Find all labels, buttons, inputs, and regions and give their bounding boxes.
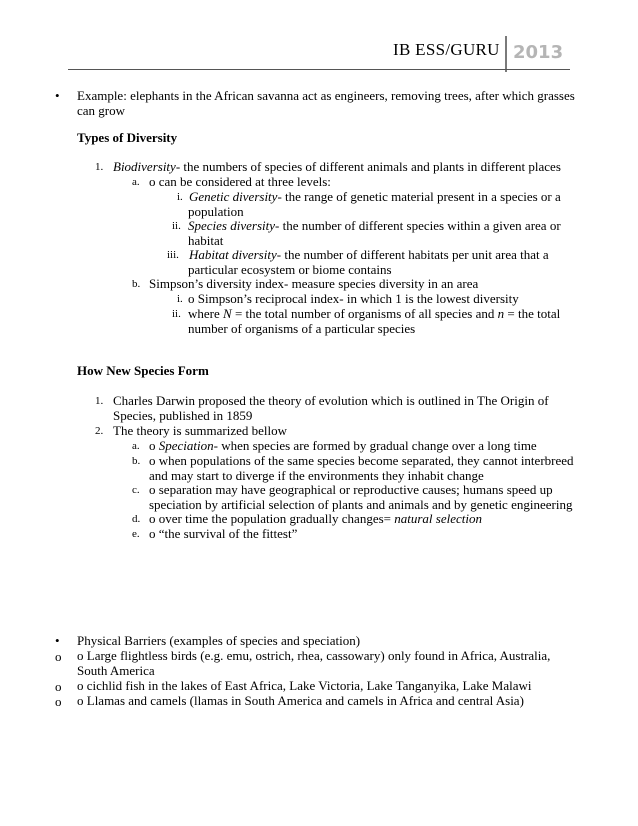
types-b-ii-label: ii. bbox=[172, 308, 181, 320]
species-c-label: c. bbox=[132, 484, 140, 496]
flightless-birds-line-1: o Large flightless birds (e.g. emu, ostrich, rhea, cassowary) only found in Africa, Australia, bbox=[77, 648, 551, 663]
types-heading: Types of Diversity bbox=[77, 130, 178, 145]
flightless-birds-line-2: South America bbox=[77, 663, 155, 678]
simpson-where-line: where N = the total number of organisms of all species and n = the total bbox=[188, 306, 561, 321]
fittest-line: o “the survival of the fittest” bbox=[149, 526, 298, 541]
types-b-label: b. bbox=[132, 278, 141, 290]
separated-line-1: o when populations of the same species become separated, they cannot interbreed bbox=[149, 453, 574, 468]
simpson-where-cont: number of organisms of a particular species bbox=[188, 321, 416, 336]
speciation-line: o Speciation- when species are formed by gradual change over a long time bbox=[149, 438, 537, 453]
habitat-diversity-line: Habitat diversity- the number of different habitats per unit area that a bbox=[189, 247, 549, 262]
species-heading: How New Species Form bbox=[77, 363, 209, 378]
species-num-2: 2. bbox=[95, 425, 104, 437]
simpson-index-line: Simpson’s diversity index- measure species diversity in an area bbox=[149, 276, 479, 291]
header-rule bbox=[68, 69, 570, 70]
species-num-1: 1. bbox=[95, 395, 104, 407]
barriers-bullet: • bbox=[55, 633, 60, 648]
species-a-label: a. bbox=[132, 440, 140, 452]
barriers-marker-3: o bbox=[55, 694, 62, 709]
species-b-label: b. bbox=[132, 455, 141, 467]
separated-line-2: and may start to diverge if the environments they inhabit change bbox=[149, 468, 484, 483]
barriers-marker-1: o bbox=[55, 649, 62, 664]
biodiversity-line: Biodiversity- the numbers of species of different animals and plants in different places bbox=[113, 159, 561, 174]
header-title: IB ESS/GURU bbox=[393, 40, 500, 59]
types-i-label: i. bbox=[177, 191, 183, 203]
types-num-1: 1. bbox=[95, 161, 104, 173]
separation-line-1: o separation may have geographical or reproductive causes; humans speed up bbox=[149, 482, 553, 497]
separation-line-2: speciation by artificial selection of plants and animals and by genetic engineering bbox=[149, 497, 573, 512]
header-year: 2013 bbox=[513, 42, 564, 63]
header-divider bbox=[505, 36, 507, 72]
habitat-diversity-cont: particular ecosystem or biome contains bbox=[188, 262, 392, 277]
types-b-i-label: i. bbox=[177, 293, 183, 305]
species-diversity-line: Species diversity- the number of different species within a given area or bbox=[188, 218, 561, 233]
species-e-label: e. bbox=[132, 528, 140, 540]
theory-summary-line: The theory is summarized bellow bbox=[113, 423, 288, 438]
types-ii-label: ii. bbox=[172, 220, 181, 232]
genetic-diversity-line: Genetic diversity- the range of genetic material present in a species or a bbox=[189, 189, 561, 204]
cichlid-line: o cichlid fish in the lakes of East Africa, Lake Victoria, Lake Tanganyika, Lake Malawi bbox=[77, 678, 532, 693]
example-line-1: Example: elephants in the African savanna act as engineers, removing trees, after which grasses bbox=[77, 88, 575, 103]
species-d-label: d. bbox=[132, 513, 141, 525]
example-bullet: • bbox=[55, 88, 60, 103]
types-iii-label: iii. bbox=[167, 249, 179, 261]
species-diversity-cont: habitat bbox=[188, 233, 224, 248]
darwin-line-2: Species, published in 1859 bbox=[113, 408, 253, 423]
example-line-2: can grow bbox=[77, 103, 126, 118]
darwin-line-1: Charles Darwin proposed the theory of evolution which is outlined in The Origin of bbox=[113, 393, 549, 408]
natural-selection-line: o over time the population gradually changes= natural selection bbox=[149, 511, 482, 526]
types-a-label: a. bbox=[132, 176, 140, 188]
types-a-text: o can be considered at three levels: bbox=[149, 174, 331, 189]
barriers-marker-2: o bbox=[55, 679, 62, 694]
llamas-line: o Llamas and camels (llamas in South America and camels in Africa and central Asia) bbox=[77, 693, 524, 708]
genetic-diversity-cont: population bbox=[188, 204, 244, 219]
simpson-reciprocal-line: o Simpson’s reciprocal index- in which 1 is the lowest diversity bbox=[188, 291, 519, 306]
barriers-heading: Physical Barriers (examples of species and speciation) bbox=[77, 633, 361, 648]
